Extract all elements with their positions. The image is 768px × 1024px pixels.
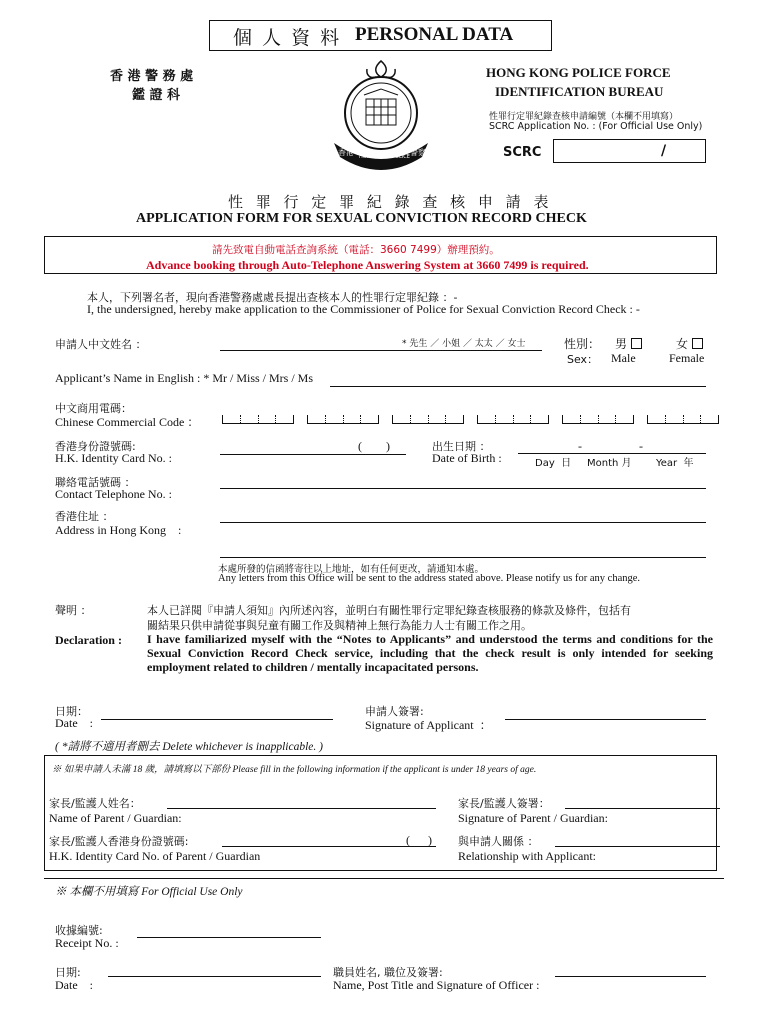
official-use-heading: ※ 本欄不用填寫 For Official Use Only xyxy=(55,886,243,898)
scrc-no-zh: 性罪行定罪紀錄查核申請編號（本欄不用填寫） xyxy=(489,112,679,122)
date-en-label: Date : xyxy=(55,716,93,730)
male-zh-option[interactable] xyxy=(615,335,642,352)
dept-en-line1: HONG KONG POLICE FORCE xyxy=(486,65,671,80)
date-field[interactable] xyxy=(101,719,333,720)
declaration-text-zh-1: 本人已詳閱『申請人須知』內所述內容，並明白有關性罪行定罪紀錄查核服務的條款及條件，包括有 xyxy=(147,604,631,617)
dob-en-label: Date of Birth : xyxy=(432,451,502,465)
receipt-en-label: Receipt No. : xyxy=(55,936,119,950)
dob-dash-2: - xyxy=(639,439,643,453)
receipt-zh-label: 收據編號: xyxy=(55,924,103,937)
officer-field[interactable] xyxy=(555,976,706,977)
receipt-field[interactable] xyxy=(137,937,321,938)
ccc-boxes[interactable] xyxy=(222,415,732,424)
emblem-text-left: 香港 xyxy=(338,148,354,157)
ccc-group-3[interactable] xyxy=(392,415,464,424)
dob-zh-label: 出生日期 ： xyxy=(432,440,491,453)
male-zh-label: 男 xyxy=(615,337,628,351)
dept-zh-line1: 香 港 警 務 處 xyxy=(110,69,194,84)
ccc-en-label: Chinese Commercial Code ： xyxy=(55,415,200,429)
dept-zh-line2: 鑑 證 科 xyxy=(132,88,181,103)
addr-field-line-2[interactable] xyxy=(220,557,706,558)
ccc-group-1[interactable] xyxy=(222,415,294,424)
female-zh-label: 女 xyxy=(676,337,689,351)
name-zh-label: 申請人中文姓名 ： xyxy=(55,338,147,351)
booking-notice-zh: 請先致電自動電話查詢系統（電話：3660 7499）辦理預約。 xyxy=(212,244,500,256)
male-en-label: Male xyxy=(611,351,636,365)
hkid-field[interactable] xyxy=(220,454,406,455)
guardian-note: ※ 如果申請人未滿 18 歲，請填寫以下部份 Please fill in the following information if the applicant is under 18 years of age. xyxy=(52,765,537,775)
sex-en-label: Sex： xyxy=(567,353,599,366)
name-zh-field[interactable] xyxy=(220,350,542,351)
ccc-zh-label: 中文商用電碼： xyxy=(55,402,132,415)
official-section-divider xyxy=(44,878,724,879)
applicant-signature-zh-label: 申請人簽署: xyxy=(365,705,424,718)
relationship-field[interactable] xyxy=(555,846,720,847)
guardian-name-en-label: Name of Parent / Guardian: xyxy=(49,811,182,825)
hkid-check-digit[interactable]: ( ) xyxy=(358,439,390,453)
scrc-label: SCRC xyxy=(503,145,542,160)
guardian-hkid-en-label: H.K. Identity Card No. of Parent / Guardian xyxy=(49,849,261,863)
declaration-en-label: Declaration : xyxy=(55,633,122,647)
dob-day-label: Day 日 xyxy=(535,458,572,469)
dob-dash-1: - xyxy=(578,439,582,453)
hkid-zh-label: 香港身份證號碼: xyxy=(55,440,136,453)
official-date-en-label: Date : xyxy=(55,978,93,992)
ccc-group-4[interactable] xyxy=(477,415,549,424)
guardian-name-zh-label: 家長/監護人姓名： xyxy=(49,797,141,810)
tel-zh-label: 聯絡電話號碼 ： xyxy=(55,476,136,489)
guardian-signature-en-label: Signature of Parent / Guardian: xyxy=(458,811,608,825)
guardian-hkid-zh-label: 家長/監護人香港身份證號碼: xyxy=(49,835,189,848)
dob-month-label: Month 月 xyxy=(587,458,632,469)
form-title-zh: 性 罪 行 定 罪 紀 錄 查 核 申 請 表 xyxy=(228,193,553,211)
ccc-group-6[interactable] xyxy=(647,415,719,424)
applicant-signature-field[interactable] xyxy=(505,719,706,720)
declaration-zh-label: 聲明 ： xyxy=(55,604,92,617)
scrc-no-en: SCRC Application No. : (For Official Use Only) xyxy=(489,121,703,132)
addr-note-zh: 本處所發的信函將寄往以上地址，如有任何更改，請通知本處。 xyxy=(218,564,485,575)
date-zh-label: 日期： xyxy=(55,705,88,718)
dob-year-label: Year 年 xyxy=(656,458,694,469)
official-date-field[interactable] xyxy=(108,976,321,977)
female-zh-option[interactable] xyxy=(676,335,703,352)
declaration-text-zh-2: 關結果只供申請從事與兒童有關工作及與精神上無行為能力人士有關工作之用。 xyxy=(147,619,532,632)
tel-field[interactable] xyxy=(220,488,706,489)
emblem-text-right: 警察 xyxy=(410,148,426,157)
police-emblem xyxy=(322,55,440,173)
scrc-slash: / xyxy=(661,143,667,159)
booking-notice-en: Advance booking through Auto-Telephone Answering System at 3660 7499 is required. xyxy=(146,258,589,272)
form-title-en: APPLICATION FORM FOR SEXUAL CONVICTION RECORD CHECK xyxy=(136,211,587,226)
guardian-hkid-field[interactable] xyxy=(222,846,436,847)
addr-field-line-1[interactable] xyxy=(220,522,706,523)
sex-zh-label: 性別： xyxy=(564,337,601,351)
relationship-zh-label: 與申請人關係 ： xyxy=(458,835,539,848)
officer-zh-label: 職員姓名, 職位及簽署: xyxy=(333,966,443,979)
intro-en: I, the undersigned, hereby make application to the Commissioner of Police for Sexual Conviction Record Check : - xyxy=(87,302,640,316)
intro-zh: 本人，下列署名者，現向香港警務處處長提出查核本人的性罪行定罪紀錄 ：- xyxy=(87,291,458,304)
title-en: PERSONAL DATA xyxy=(355,24,514,45)
applicant-signature-en-label: Signature of Applicant ： xyxy=(365,718,492,732)
name-en-label: Applicant’s Name in English : * Mr / Miss / Mrs / Ms xyxy=(55,371,313,385)
delete-note: ( *請將不適用者刪去 Delete whichever is inapplicable. ) xyxy=(55,741,323,753)
emblem-text-mid: HONG KONG POLICE xyxy=(359,154,410,160)
male-checkbox[interactable] xyxy=(631,338,642,349)
guardian-signature-field[interactable] xyxy=(565,808,720,809)
title-zh: 個 人 資 料 xyxy=(233,27,342,49)
dept-en-line2: IDENTIFICATION BUREAU xyxy=(495,84,664,99)
ccc-group-5[interactable] xyxy=(562,415,634,424)
female-en-label: Female xyxy=(669,351,705,365)
title-options: * 先生 ／ 小姐 ／ 太太 ／ 女士 xyxy=(402,339,526,349)
addr-note-en: Any letters from this Office will be sent to the address stated above. Please notify us for any change. xyxy=(218,573,641,584)
scrc-number-field[interactable] xyxy=(553,139,706,163)
ccc-group-2[interactable] xyxy=(307,415,379,424)
official-date-zh-label: 日期: xyxy=(55,966,81,979)
guardian-name-field[interactable] xyxy=(167,808,436,809)
tel-en-label: Contact Telephone No. : xyxy=(55,487,172,501)
declaration-text-en: I have familiarized myself with the “Notes to Applicants” and understood the terms and conditions for the Sexual Conviction Record Check service, including that the check result is only intended for seeking employment related to children / mentally incapacitated persons. xyxy=(147,632,713,674)
guardian-hkid-check-digit[interactable]: ( ) xyxy=(406,833,432,847)
name-en-field[interactable] xyxy=(330,386,706,387)
addr-zh-label: 香港住址 ： xyxy=(55,510,114,523)
officer-en-label: Name, Post Title and Signature of Officer : xyxy=(333,978,540,992)
hkid-en-label: H.K. Identity Card No. : xyxy=(55,451,172,465)
female-checkbox[interactable] xyxy=(692,338,703,349)
relationship-en-label: Relationship with Applicant: xyxy=(458,849,596,863)
guardian-signature-zh-label: 家長/監護人簽署： xyxy=(458,797,550,810)
addr-en-label: Address in Hong Kong : xyxy=(55,523,182,537)
